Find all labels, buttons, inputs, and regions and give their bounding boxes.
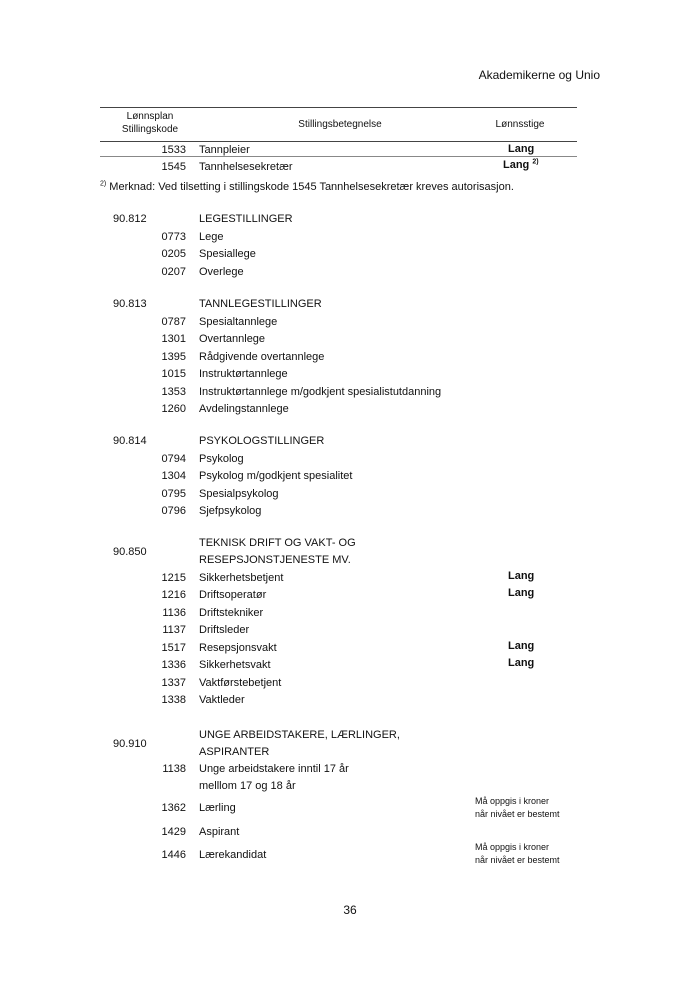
row-title: Vaktleder [199,694,245,706]
row-code: 0773 [161,231,186,243]
row-code: 1216 [161,589,186,601]
header-col-title: Stillingsbetegnelse [298,119,382,130]
row-title: Psykolog m/godkjent spesialitet [199,470,353,482]
row-ladder-value: Lang [503,159,530,171]
footnote [100,180,514,194]
row-ladder: Lang [508,640,535,652]
section-heading-line2: ASPIRANTER [199,746,270,758]
row-code: 0796 [161,505,186,517]
row-code: 0787 [161,316,186,328]
row-title: Driftsoperatør [199,589,267,601]
section-heading-line1: UNGE ARBEIDSTAKERE, LÆRLINGER, [199,729,400,741]
row-title: Vaktførstebetjent [199,677,282,689]
row-title: Driftstekniker [199,607,264,619]
row-code: 1533 [161,144,186,156]
section-plan-code: 90.814 [113,435,147,447]
row-code: 1138 [162,763,186,775]
header-col-plan [102,110,198,136]
row-ladder: Lang [508,587,535,599]
page-number: 36 [343,903,357,917]
row-ladder: Lang [508,657,535,669]
section-heading: PSYKOLOGSTILLINGER [199,435,325,447]
row-code: 1545 [161,161,186,173]
row-title: Spesialpsykolog [199,488,279,500]
row-title: Psykolog [199,453,244,465]
row-title: Spesialtannlege [199,316,278,328]
section-plan-code: 90.850 [113,546,147,558]
row-note-line2: når nivået er bestemt [475,809,560,819]
row-title: Overtannlege [199,333,266,345]
table-header-rule [100,141,577,142]
row-title: Instruktørtannlege m/godkjent spesialistutdanning [199,386,442,398]
header-col-plan-line1: Lønnsplan [126,111,174,122]
row-code: 0795 [161,488,186,500]
row-code: 0205 [161,248,186,260]
footnote-text: Merknad: Ved tilsetting i stillingskode 1545 Tannhelsesekretær kreves autorisasjon. [109,181,514,193]
row-ladder: Lang [508,143,535,155]
row-title: Spesiallege [199,248,256,260]
row-title: Avdelingstannlege [199,403,289,415]
row-title: Sikkerhetsvakt [199,659,271,671]
row-code: 1336 [161,659,186,671]
row-title: Rådgivende overtannlege [199,351,325,363]
document-header-org: Akademikerne og Unio [478,68,600,82]
footnote-ref: 2) [532,158,539,166]
row-code: 0794 [161,453,186,465]
section-plan-code: 90.813 [113,298,147,310]
section-heading: TANNLEGESTILLINGER [199,298,322,310]
row-title: Sikkerhetsbetjent [199,572,284,584]
section-heading: LEGESTILLINGER [199,213,293,225]
row-code: 1260 [161,403,186,415]
row-code: 1446 [161,849,186,861]
row-title: Tannhelsesekretær [199,161,293,173]
row-title: Lærekandidat [199,849,267,861]
row-code: 1015 [161,368,186,380]
row-title: Resepsjonsvakt [199,642,277,654]
row-title: Tannpleier [199,144,250,156]
section-heading-line2: RESEPSJONSTJENESTE MV. [199,554,351,566]
row-note-line1: Må oppgis i kroner [475,796,550,806]
row-code: 1304 [161,470,186,482]
row-code: 1353 [161,386,186,398]
row-code: 1215 [161,572,186,584]
section-plan-code: 90.812 [113,213,147,225]
section-plan-code: 90.910 [113,738,147,750]
row-code: 1338 [161,694,186,706]
row-title: Overlege [199,266,244,278]
row-code: 1395 [161,351,186,363]
row-code: 1517 [161,642,186,654]
row-code: 1301 [161,333,186,345]
row-code: 1362 [161,802,186,814]
row-divider [100,156,577,157]
row-code: 1337 [161,677,186,689]
row-code: 1136 [162,607,186,619]
row-note-line2: når nivået er bestemt [475,855,560,865]
section-heading-line1: TEKNISK DRIFT OG VAKT- OG [199,537,356,549]
row-title: Instruktørtannlege [199,368,288,380]
table-top-rule [100,107,577,108]
row-title: Aspirant [199,826,240,838]
row-code: 1137 [162,624,186,636]
footnote-mark: 2) [100,180,107,188]
row-title: Sjefpsykolog [199,505,262,517]
row-note-line1: Må oppgis i kroner [475,842,550,852]
header-col-ladder: Lønnsstige [495,119,545,130]
row-ladder [503,158,539,172]
row-title: Lege [199,231,224,243]
row-title-line1: Unge arbeidstakere inntil 17 år [199,763,349,775]
row-ladder: Lang [508,570,535,582]
header-col-plan-line2: Stillingskode [121,124,179,135]
row-title-line2: melllom 17 og 18 år [199,780,296,792]
row-title: Lærling [199,802,236,814]
row-code: 0207 [161,266,186,278]
row-code: 1429 [161,826,186,838]
row-title: Driftsleder [199,624,250,636]
